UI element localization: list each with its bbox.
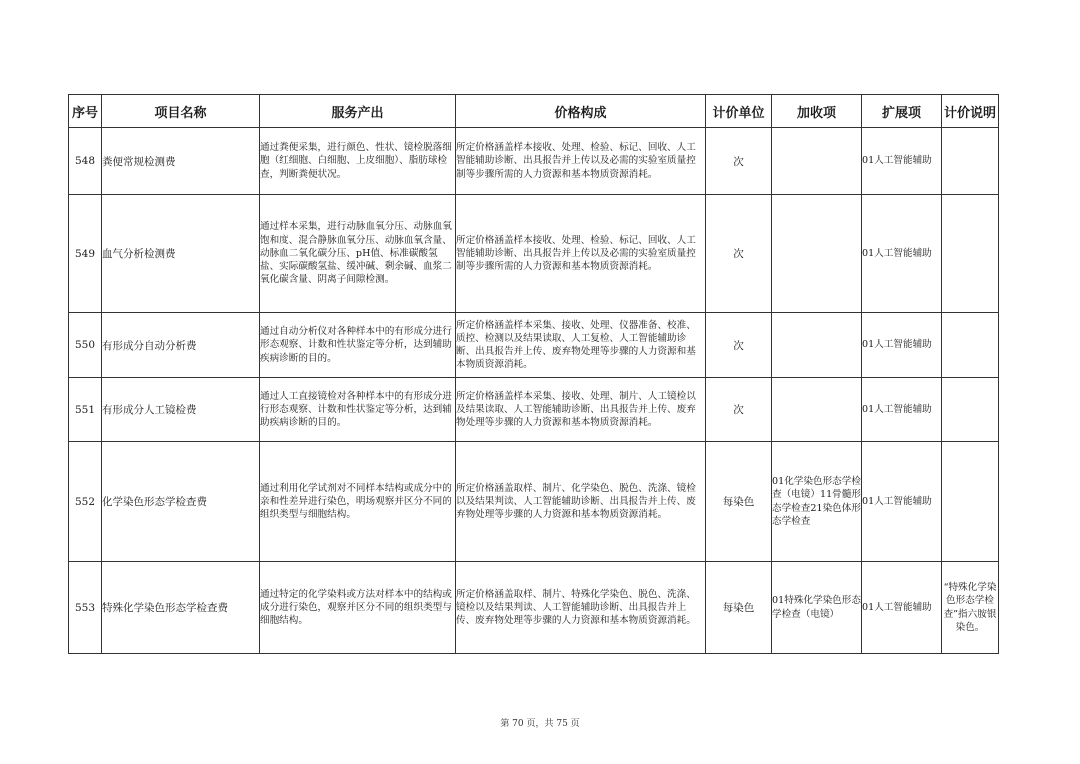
row-price: 所定价格涵盖样本接收、处理、检验、标记、回收、人工智能辅助诊断、出具报告并上传以及必需的实验室质量控制等步骤所需的人力资源和基本物质资源消耗。 — [456, 128, 706, 195]
row-unit: 次 — [706, 128, 772, 195]
row-add — [772, 313, 862, 378]
row-name: 有形成分自动分析费 — [102, 313, 260, 378]
page-footer: 第 70 页，共 75 页 — [500, 719, 580, 729]
row-output: 通过粪便采集，进行颜色、性状、镜检脱落细胞（红细胞、白细胞、上皮细胞）、脂肪球检查，判断粪便状况。 — [260, 128, 456, 195]
row-no: 548 — [69, 128, 102, 195]
row-no: 553 — [69, 562, 102, 654]
row-name: 血气分析检测费 — [102, 195, 260, 313]
row-ext: 01人工智能辅助 — [862, 128, 942, 195]
row-add — [772, 378, 862, 442]
header-row — [69, 95, 999, 128]
row-add — [772, 128, 862, 195]
row-ext: 01人工智能辅助 — [862, 313, 942, 378]
row-note — [942, 442, 999, 562]
table-row — [69, 562, 999, 654]
header-unit: 计价单位 — [706, 95, 772, 128]
row-name: 化学染色形态学检查费 — [102, 442, 260, 562]
row-output: 通过特定的化学染料或方法对样本中的结构或成分进行染色，观察并区分不同的组织类型与细胞结构。 — [260, 562, 456, 654]
row-note — [942, 128, 999, 195]
row-output: 通过利用化学试剂对不同样本结构或成分中的亲和性差异进行染色，明场观察并区分不同的组织类型与细胞结构。 — [260, 442, 456, 562]
row-output: 通过人工直接镜检对各种样本中的有形成分进行形态观察、计数和性状鉴定等分析，达到辅助疾病诊断的目的。 — [260, 378, 456, 442]
row-unit: 次 — [706, 378, 772, 442]
row-price: 所定价格涵盖取样、制片、化学染色、脱色、洗涤、镜检以及结果判读、人工智能辅助诊断、出具报告并上传、废弃物处理等步骤的人力资源和基本物质资源消耗。 — [456, 442, 706, 562]
table-row — [69, 378, 999, 442]
header-output: 服务产出 — [260, 95, 456, 128]
table-row — [69, 128, 999, 195]
row-ext: 01人工智能辅助 — [862, 378, 942, 442]
row-note: “特殊化学染色形态学检查”指六胺银染色。 — [942, 562, 999, 654]
row-price: 所定价格涵盖样本采集、接收、处理、仪器准备、校准、质控、检测以及结果读取、人工复检、人工智能辅助诊断、出具报告并上传、废弃物处理等步骤的人力资源和基本物质资源消耗。 — [456, 313, 706, 378]
row-output: 通过自动分析仪对各种样本中的有形成分进行形态观察、计数和性状鉴定等分析，达到辅助疾病诊断的目的。 — [260, 313, 456, 378]
row-output: 通过样本采集，进行动脉血氧分压、动脉血氧饱和度、混合静脉血氧分压、动脉血氧含量、动脉血二氧化碳分压、pH值、标准碳酸氢盐、实际碳酸氢盐、缓冲碱、剩余碱、血浆二氧化碳含量、阴离子间隙检测。 — [260, 195, 456, 313]
header-no: 序号 — [69, 95, 102, 128]
row-unit: 次 — [706, 195, 772, 313]
row-add — [772, 195, 862, 313]
row-note — [942, 378, 999, 442]
row-note — [942, 313, 999, 378]
header-add: 加收项 — [772, 95, 862, 128]
header-note: 计价说明 — [942, 95, 999, 128]
row-price: 所定价格涵盖取样、制片、特殊化学染色、脱色、洗涤、镜检以及结果判读、人工智能辅助诊断、出具报告并上传、废弃物处理等步骤的人力资源和基本物质资源消耗。 — [456, 562, 706, 654]
row-unit: 次 — [706, 313, 772, 378]
row-ext: 01人工智能辅助 — [862, 195, 942, 313]
price-table — [68, 94, 999, 654]
row-name: 粪便常规检测费 — [102, 128, 260, 195]
row-ext: 01人工智能辅助 — [862, 442, 942, 562]
row-unit: 每染色 — [706, 442, 772, 562]
row-unit: 每染色 — [706, 562, 772, 654]
row-note — [942, 195, 999, 313]
row-no: 549 — [69, 195, 102, 313]
row-no: 552 — [69, 442, 102, 562]
header-ext: 扩展项 — [862, 95, 942, 128]
row-price: 所定价格涵盖样本采集、接收、处理、制片、人工镜检以及结果读取、人工智能辅助诊断、出具报告并上传、废弃物处理等步骤的人力资源和基本物质资源消耗。 — [456, 378, 706, 442]
row-no: 551 — [69, 378, 102, 442]
row-name: 特殊化学染色形态学检查费 — [102, 562, 260, 654]
row-ext: 01人工智能辅助 — [862, 562, 942, 654]
table-row — [69, 195, 999, 313]
header-price: 价格构成 — [456, 95, 706, 128]
row-name: 有形成分人工镜检费 — [102, 378, 260, 442]
row-no: 550 — [69, 313, 102, 378]
table-row — [69, 313, 999, 378]
header-name: 项目名称 — [102, 95, 260, 128]
row-price: 所定价格涵盖样本接收、处理、检验、标记、回收、人工智能辅助诊断、出具报告并上传以及必需的实验室质量控制等步骤所需的人力资源和基本物质资源消耗。 — [456, 195, 706, 313]
row-add: 01特殊化学染色形态学检查（电镜） — [772, 562, 862, 654]
row-add: 01化学染色形态学检查（电镜）11骨髓形态学检查21染色体形态学检查 — [772, 442, 862, 562]
table-row — [69, 442, 999, 562]
